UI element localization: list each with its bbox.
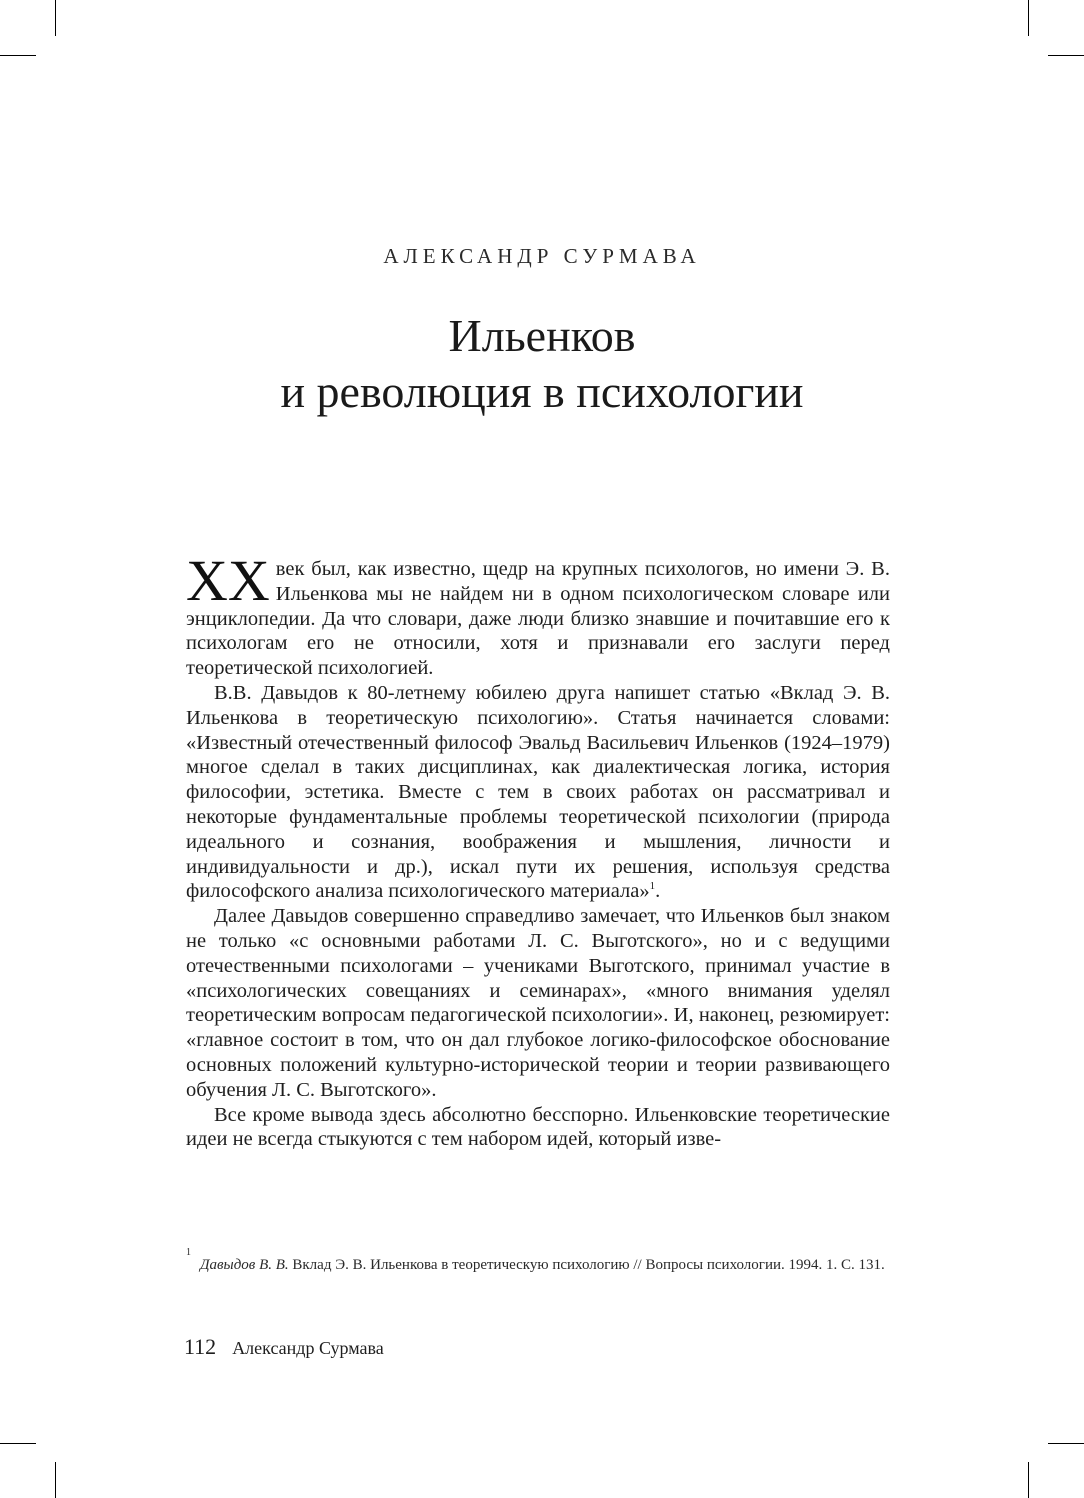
footnote-reference[interactable]: 1 — [649, 880, 656, 893]
title-line: Ильенков — [448, 310, 636, 361]
chapter-author: АЛЕКСАНДР СУРМАВА — [383, 244, 701, 268]
paragraph — [186, 904, 890, 1102]
footnote-author: Давыдов В. В. — [200, 1257, 289, 1273]
paragraph-text: век был, как известно, щедр на крупных психологов, но имени Э. В. Ильенкова мы не найдем ни в одном психологическом словаре или энциклопедии. Да что словари, даже люди близко знавшие и почитавшие его к психологам его не относили, хотя и признавали его заслуги перед теоретической психологией. — [186, 558, 890, 680]
footnote: 1 Давыдов В. В. Вклад Э. В. Ильенкова в теоретическую психологию // Вопросы психологии. 1994. 1. С. 131. — [186, 1253, 890, 1277]
paragraph — [186, 1103, 890, 1153]
running-author: Александр Сурмава — [232, 1338, 384, 1358]
footnote-text: Вклад Э. В. Ильенкова в теоретическую психологию // Вопросы психологии. 1994. 1. С. 131. — [288, 1257, 885, 1273]
page-number: 112 — [184, 1334, 217, 1359]
chapter-title — [0, 308, 1084, 420]
crop-mark — [55, 1462, 56, 1498]
crop-mark — [1028, 0, 1029, 36]
running-footer — [184, 1334, 384, 1360]
title-line: и революция в психологии — [280, 366, 804, 417]
paragraph — [186, 681, 890, 904]
body-text — [186, 548, 890, 1152]
crop-mark — [1028, 1462, 1029, 1498]
crop-mark — [55, 0, 56, 36]
crop-mark — [1048, 55, 1084, 56]
paragraph — [186, 548, 890, 681]
paragraph-text: Далее Давыдов совершенно справедливо замечает, что Ильенков был знаком не только «с основными работами Л. С. Выготского», но и с ведущими отечественными психологами – учениками Выготского, принимал участие в «психологических совещаниях и семинарах», «много внимания уделял теоретическим вопросам педагогической психологии». И, наконец, резюмирует: «главное состоит в том, что он дал глубокое логико-философское обоснование основных положений культурно-исторической теории и теории развивающего обучения Л. С. Выготского». — [186, 905, 890, 1101]
paragraph-text: В.В. Давыдов к 80-летнему юбилею друга напишет статью «Вклад Э. В. Ильенкова в теоретическую психологию». Статья начинается словами: «Известный отечественный философ Эвальд Васильевич Ильенков (1924–1979) многое сделал в таких дисциплинах, как диалектическая логика, история философии, эстетика. Вместе с тем в своих работах он рассматривал и некоторые фундаментальные проблемы теоретической психологии (природа идеального и сознания, воображения и мышления, личности и индивидуальности и др.), искал пути их решения, используя средства философского анализа психологического материала» — [186, 681, 890, 903]
paragraph-text: Все кроме вывода здесь абсолютно бесспорно. Ильенковские теоретические идеи не всегда стыкуются с тем набором идей, который изве- — [186, 1103, 890, 1151]
drop-cap: XX — [186, 548, 270, 613]
crop-mark — [1048, 1443, 1084, 1444]
crop-mark — [0, 55, 36, 56]
footnote-body — [186, 1253, 890, 1277]
crop-mark — [0, 1443, 36, 1444]
paragraph-text: . — [655, 880, 661, 903]
